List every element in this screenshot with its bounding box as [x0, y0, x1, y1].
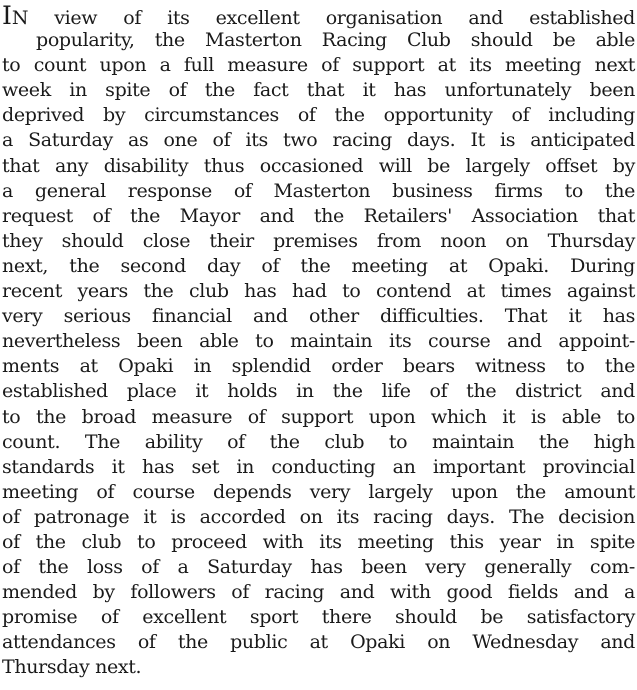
article-line-26: attendances of the public at Opaki on Wednesday and: [2, 631, 635, 654]
article-line-8: a general response of Masterton business firms to the: [2, 179, 635, 202]
article-line-22: of the club to proceed with its meeting this year in spite: [2, 530, 635, 553]
article-line-15: ments at Opaki in splendid order bears witness to the: [2, 355, 635, 378]
article-line-25: promise of excellent sport there should be satisfactory: [2, 606, 635, 629]
article-line-1: [2, 3, 635, 28]
article-line-12: recent years the club has had to contend at times against: [2, 280, 635, 303]
article-line-24: mended by followers of racing and with good fields and a: [2, 581, 635, 604]
article-line-21: of patronage it is accorded on its racing days. The decision: [2, 505, 635, 528]
article-line-1-text: N view of its excellent organisation and established: [11, 7, 635, 29]
article-line-6: a Saturday as one of its two racing days. It is anticipated: [2, 129, 635, 152]
article-line-16: established place it holds in the life of the district and: [2, 380, 635, 403]
article-line-5: deprived by circumstances of the opportunity of including: [2, 104, 635, 127]
article-line-13: very serious financial and other difficulties. That it has: [2, 305, 635, 328]
article-line-23: of the loss of a Saturday has been very generally com-: [2, 556, 635, 579]
article-line-4: week in spite of the fact that it has unfortunately been: [2, 79, 635, 102]
article-line-19: standards it has set in conducting an important provincial: [2, 455, 635, 478]
article-line-10: they should close their premises from noon on Thursday: [2, 229, 635, 252]
article-line-20: meeting of course depends very largely upon the amount: [2, 480, 635, 503]
article-line-17: to the broad measure of support upon which it is able to: [2, 405, 635, 428]
article-line-7: that any disability thus occasioned will be largely offset by: [2, 154, 635, 177]
article-line-14: nevertheless been able to maintain its course and appoint-: [2, 330, 635, 353]
article-line-27: Thursday next.: [2, 656, 142, 679]
article-line-11: next, the second day of the meeting at Opaki. During: [2, 254, 635, 277]
article-line-3: to count upon a full measure of support at its meeting next: [2, 54, 635, 77]
drop-cap: I: [2, 1, 12, 30]
article-line-2: popularity, the Masterton Racing Club should be able: [36, 29, 635, 52]
article-line-9: request of the Mayor and the Retailers' Association that: [2, 204, 635, 227]
article-line-18: count. The ability of the club to maintain the high: [2, 430, 635, 453]
newspaper-article: [2, 3, 635, 681]
